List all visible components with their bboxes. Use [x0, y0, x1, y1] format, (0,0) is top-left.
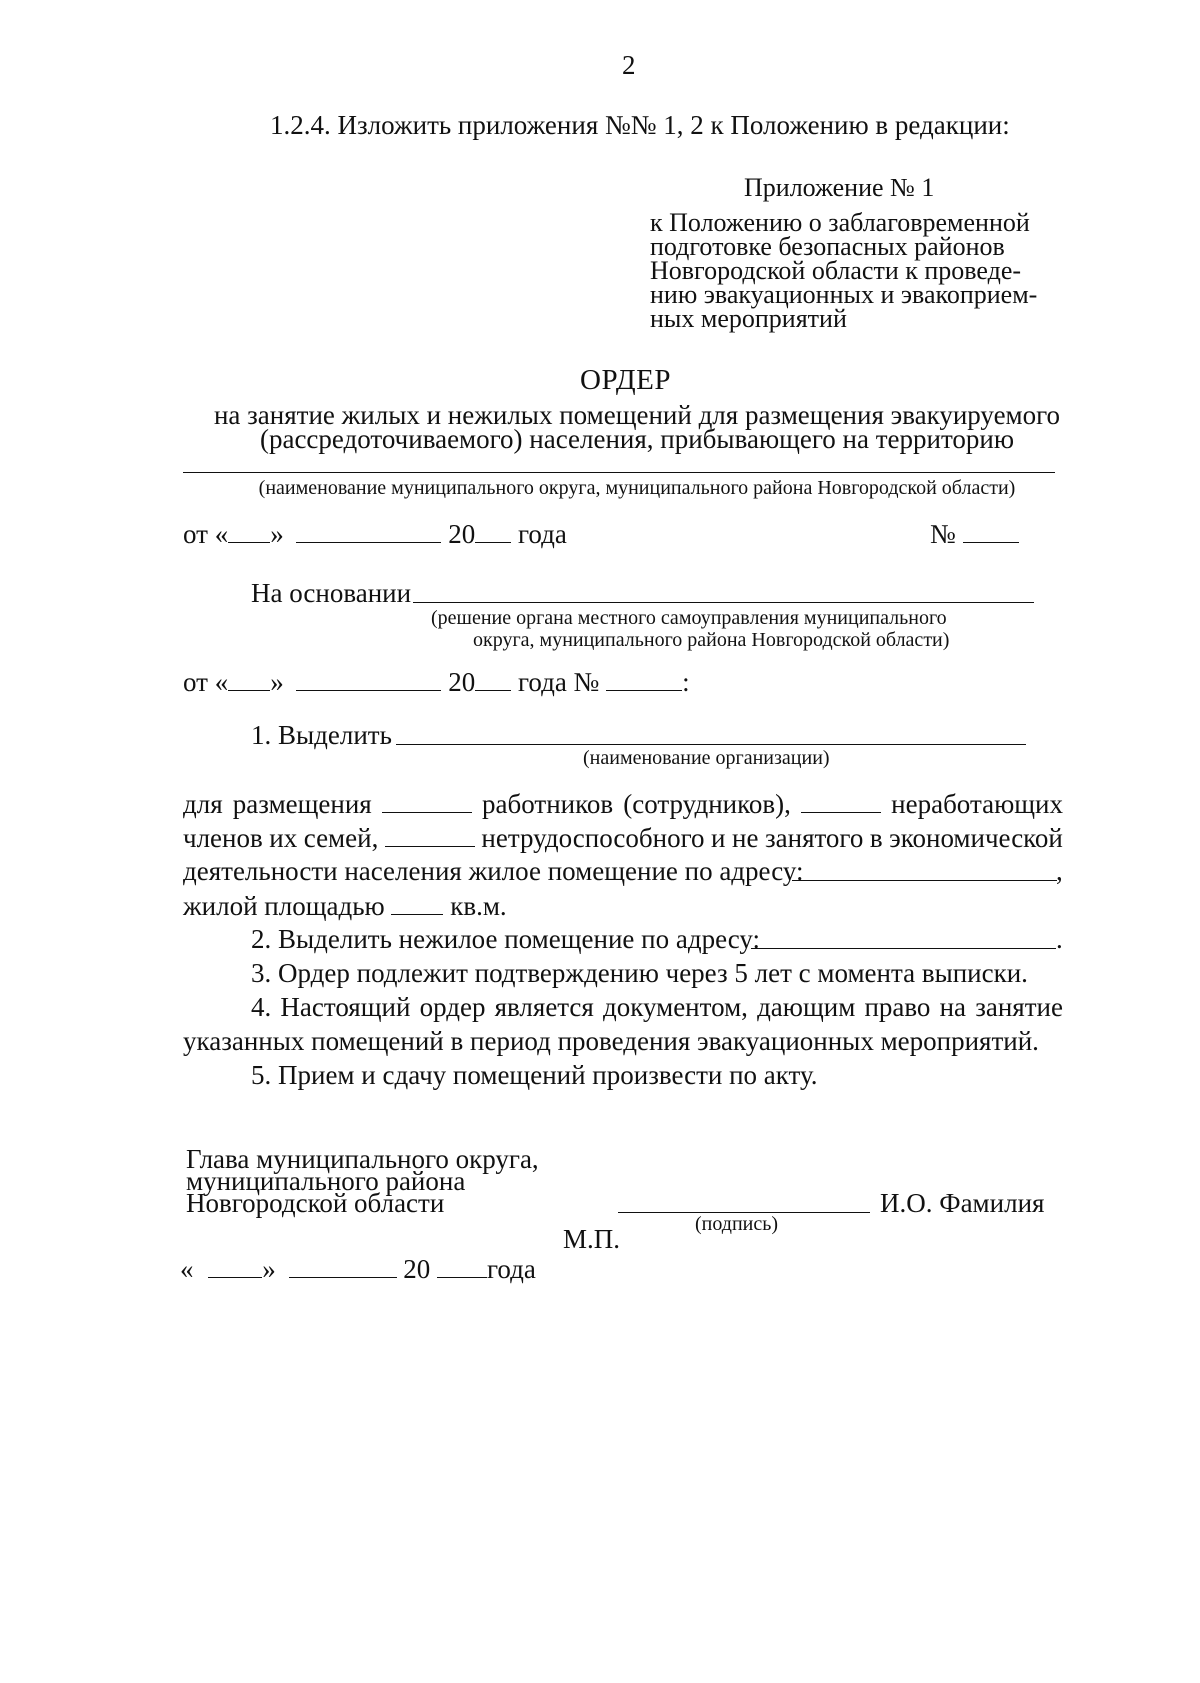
comma: , [1056, 856, 1063, 886]
allocate-label: 1. Выделить [251, 720, 392, 750]
day-blank[interactable] [228, 520, 270, 543]
residential-address-blank[interactable] [792, 880, 1057, 881]
year-prefix: 20 [448, 519, 476, 549]
word: ордер [419, 992, 486, 1022]
appendix-line: нию эвакуационных и эвакоприем- [650, 280, 1038, 309]
word: в [869, 823, 883, 853]
territory-hint: (наименование муниципального округа, муниципального района Новгородской области) [258, 477, 1016, 499]
page-number: 2 [622, 50, 636, 80]
word: и [711, 823, 726, 853]
signatory-title-line: Глава муниципального округа, [186, 1144, 539, 1174]
territory-blank-line[interactable] [183, 472, 1055, 473]
basis-hint-line: округа, муниципального района Новгородской области) [473, 629, 950, 651]
basis-hint-line: (решение органа местного самоуправления муниципального [431, 607, 947, 629]
word: дающим [757, 992, 856, 1022]
organization-blank-line[interactable] [396, 744, 1026, 745]
order-subtitle-line: на занятие жилых и нежилых помещений для размещения эвакуируемого [213, 400, 1061, 430]
period: . [1056, 924, 1063, 954]
word: членов [183, 823, 263, 853]
date-row [183, 520, 567, 548]
word: семей, [303, 823, 379, 853]
body-line-4 [183, 892, 507, 920]
word: неработающих [891, 789, 1063, 819]
word: документом, [603, 992, 748, 1022]
appendix-line: к Положению о заблаговременной [650, 208, 1030, 237]
paragraph-5: 5. Прием и сдачу помещений произвести по акту. [251, 1060, 818, 1090]
year-blank[interactable] [475, 668, 511, 691]
year-prefix: 20 [403, 1254, 431, 1284]
word: на [939, 992, 967, 1022]
signatory-title-line: муниципального района [186, 1166, 466, 1196]
appendix-title: Приложение № 1 [744, 173, 935, 202]
date-close-quote: » [270, 519, 284, 549]
square-meters-label: кв.м. [450, 891, 507, 921]
word: (сотрудников), [623, 789, 791, 819]
close-quote: » [262, 1254, 276, 1284]
paragraph-4-line-2: указанных помещений в период проведения эвакуационных мероприятий. [183, 1026, 1039, 1056]
basis-label: На основании [251, 578, 412, 608]
word: 4. [251, 992, 272, 1022]
word: не [732, 823, 759, 853]
body-line-3: деятельности населения жилое помещение по адресу: [183, 856, 804, 886]
word: занятие [975, 992, 1063, 1022]
day-blank[interactable] [228, 668, 270, 691]
day-blank[interactable] [208, 1255, 262, 1278]
decision-number-blank[interactable] [606, 668, 682, 691]
signatory-title-line: Новгородской области [186, 1188, 445, 1218]
body-line-1 [183, 790, 1063, 818]
disabled-count-blank[interactable] [385, 824, 475, 847]
signatory-name: И.О. Фамилия [880, 1188, 1045, 1218]
paragraph-3: 3. Ордер подлежит подтверждению через 5 лет с момента выписки. [251, 958, 1028, 988]
number-sign: № [930, 519, 956, 549]
word: занятого [764, 823, 864, 853]
body-line-2 [183, 824, 1063, 852]
year-prefix: 20 [448, 667, 476, 697]
basis-blank-line[interactable] [413, 602, 1034, 603]
appendix-line: ных мероприятий [650, 304, 847, 333]
word: Настоящий [280, 992, 411, 1022]
order-subtitle-line: (рассредоточиваемого) населения, прибывающего на территорию [259, 424, 1015, 454]
seal-label: М.П. [563, 1224, 621, 1254]
organization-hint: (наименование организации) [583, 747, 830, 769]
nonresidential-address-blank[interactable] [751, 948, 1056, 949]
year-word-number: года № [517, 667, 600, 697]
word: является [494, 992, 594, 1022]
word: право [864, 992, 931, 1022]
living-area-label: жилой площадью [183, 891, 385, 921]
word: для [183, 789, 223, 819]
word: размещения [232, 789, 372, 819]
workers-count-blank[interactable] [382, 790, 472, 813]
signature-hint: (подпись) [695, 1213, 779, 1235]
item-1-2-4: 1.2.4. Изложить приложения №№ 1, 2 к Положению в редакции: [270, 110, 1010, 140]
word: их [269, 823, 298, 853]
date-from-label: от « [183, 667, 229, 697]
appendix-line: Новгородской области к проведе- [650, 256, 1022, 285]
living-area-blank[interactable] [391, 892, 443, 915]
word: работников [482, 789, 614, 819]
order-number-row [930, 520, 1019, 548]
paragraph-2: 2. Выделить нежилое помещение по адресу: [251, 924, 760, 954]
order-title: ОРДЕР [580, 364, 672, 396]
month-blank[interactable] [289, 1255, 397, 1278]
month-blank[interactable] [296, 520, 441, 543]
signature-date-row [180, 1255, 536, 1283]
year-word: года [517, 519, 567, 549]
word: нетрудоспособного [481, 823, 705, 853]
paragraph-4-line-1 [251, 994, 1063, 1021]
word: экономической [889, 823, 1063, 853]
date-close-quote: » [270, 667, 284, 697]
month-blank[interactable] [296, 668, 441, 691]
unemployed-count-blank[interactable] [801, 790, 881, 813]
year-blank[interactable] [437, 1255, 487, 1278]
order-number-blank[interactable] [963, 520, 1019, 543]
year-blank[interactable] [475, 520, 511, 543]
colon: : [682, 667, 690, 697]
date-from-label: от « [183, 519, 229, 549]
date-row-2 [183, 668, 690, 696]
open-quote: « [180, 1254, 194, 1284]
appendix-line: подготовке безопасных районов [650, 232, 1005, 261]
year-word: года [487, 1254, 536, 1284]
